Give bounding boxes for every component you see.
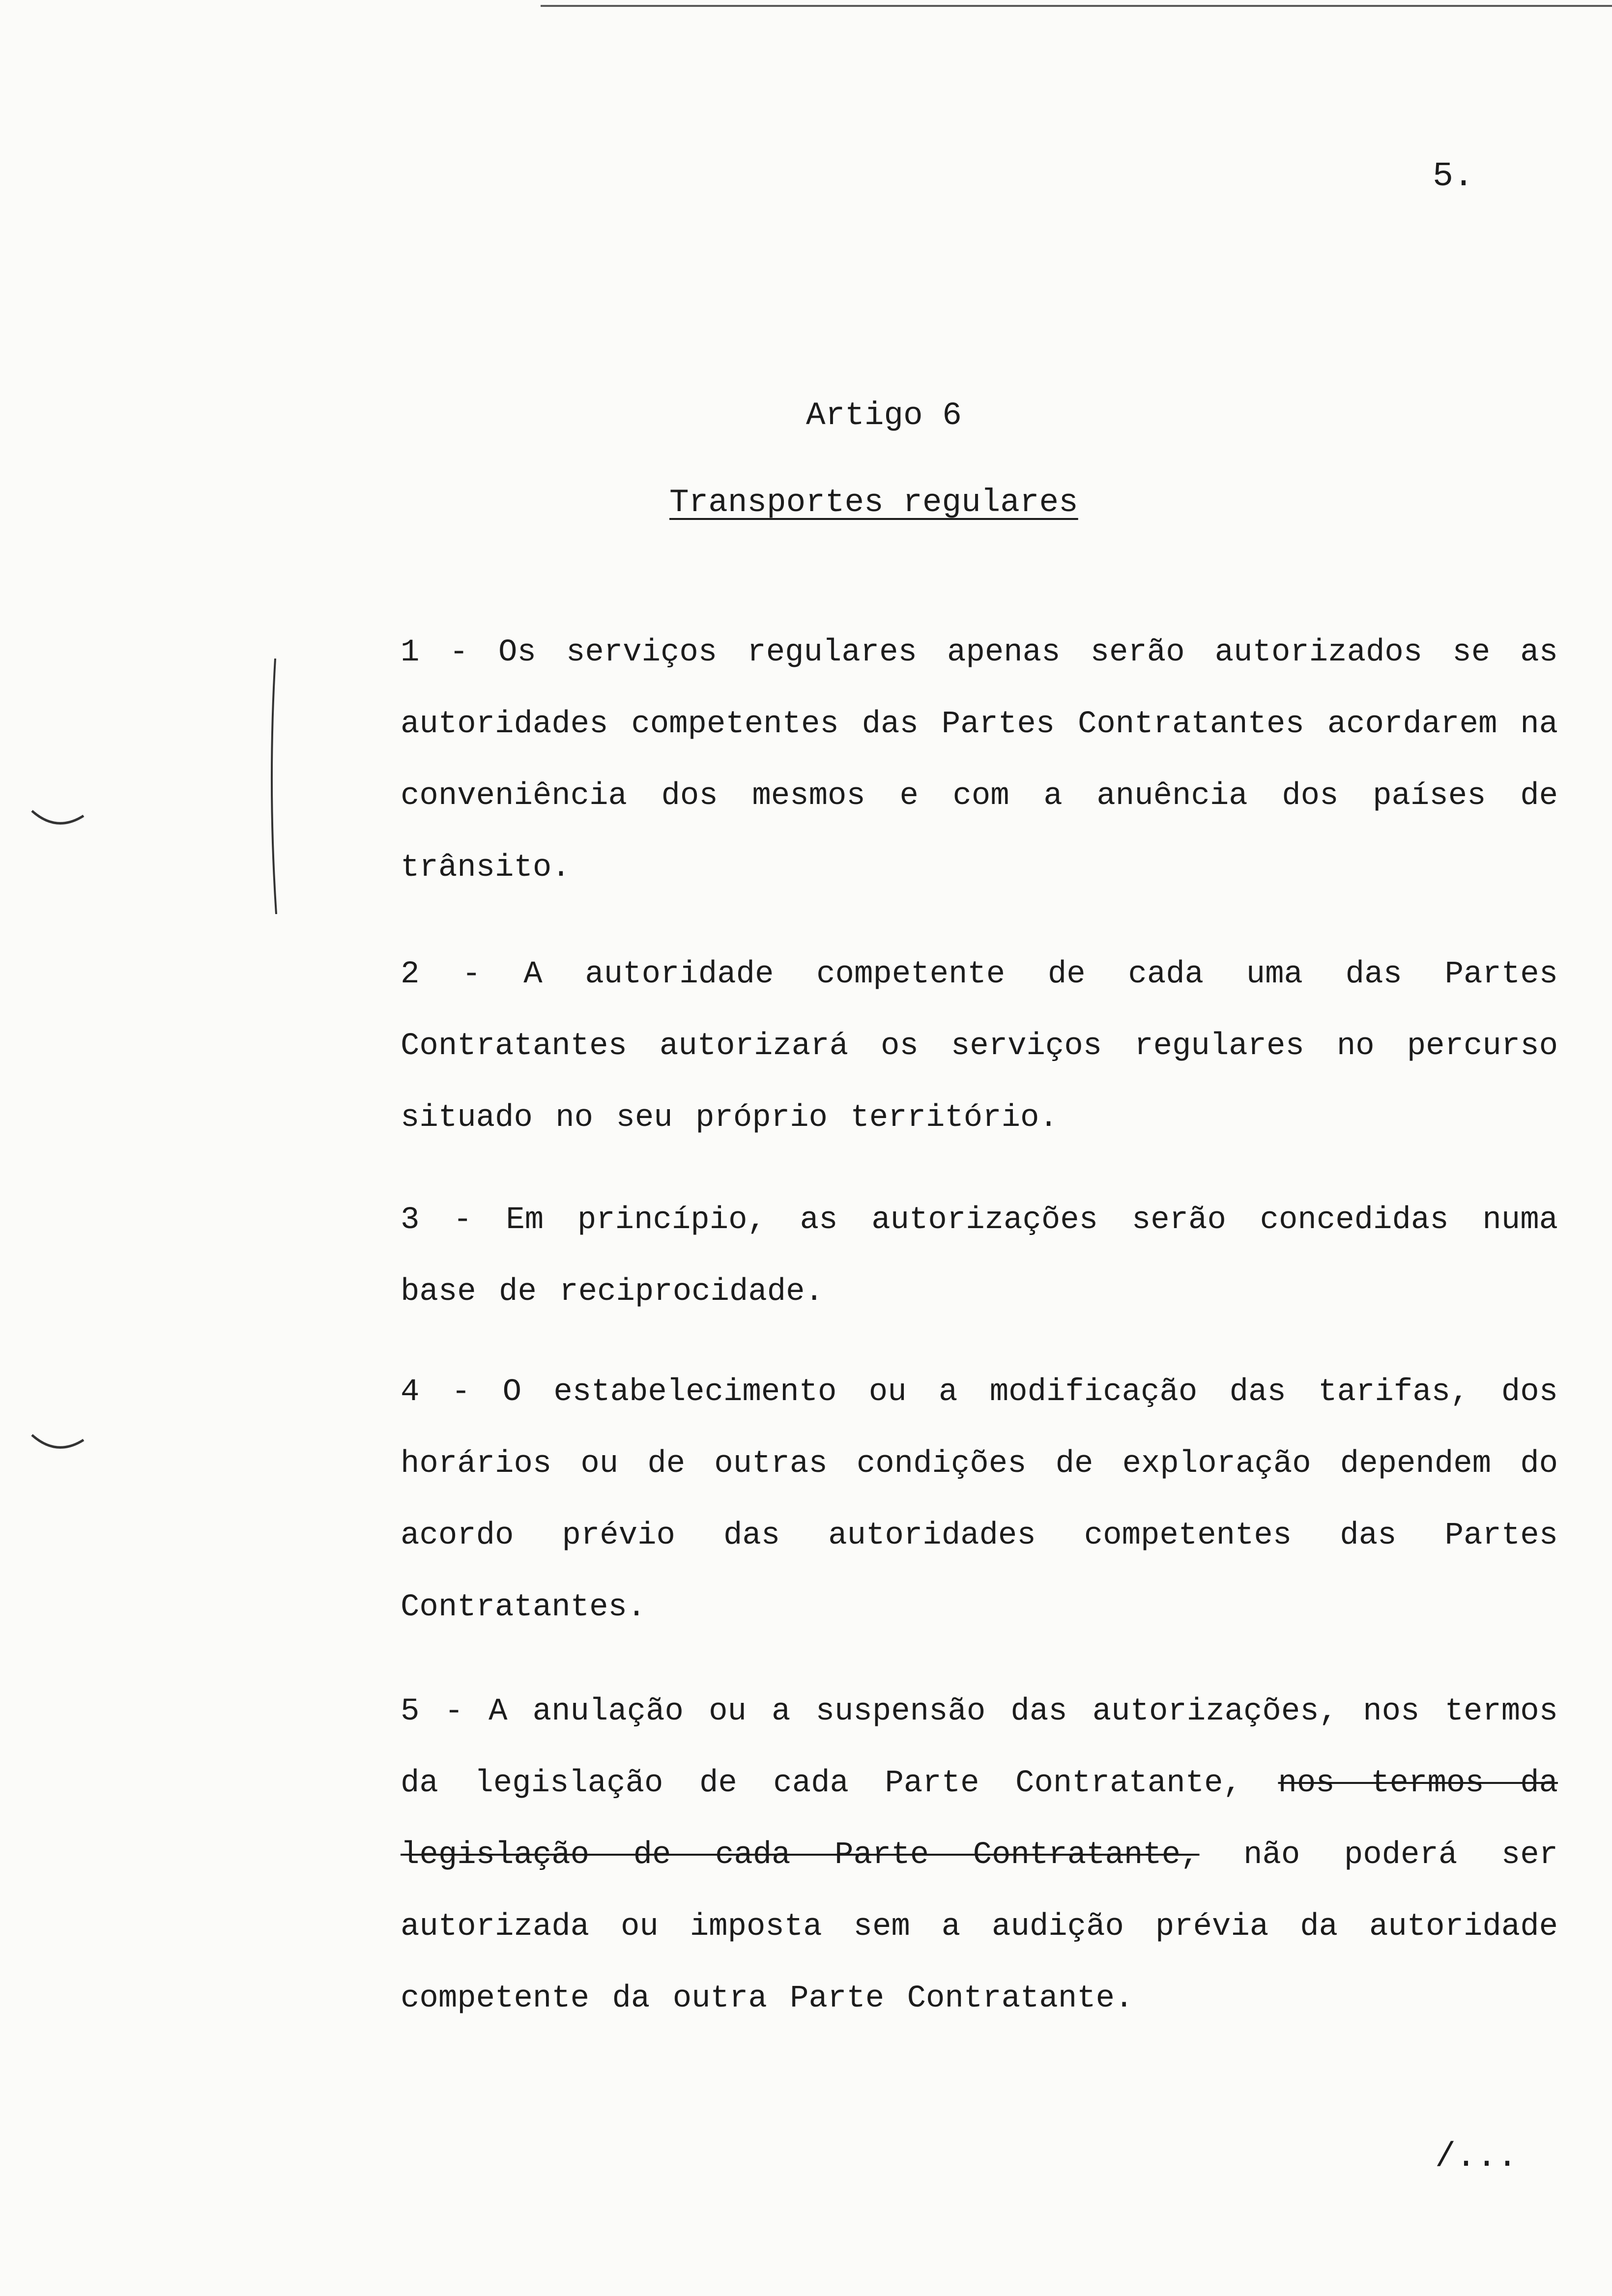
continuation-mark: /... bbox=[1435, 2138, 1518, 2177]
hole-punch-mark bbox=[29, 806, 88, 835]
paragraph-number: 1 - bbox=[401, 635, 468, 670]
page-number: 5. bbox=[1433, 157, 1474, 196]
paragraph-5 bbox=[310, 1676, 1558, 2035]
paragraph-1 bbox=[310, 617, 1558, 904]
paragraph-number: 5 - bbox=[401, 1694, 463, 1729]
struck-text: nos termos da legislação de cada Parte Contratante, bbox=[401, 1766, 1558, 1873]
paragraph-2 bbox=[310, 939, 1558, 1154]
paragraph-text: A anulação ou a suspensão das autorizações, nos termos da legislação de cada Parte Contratante, bbox=[401, 1694, 1558, 1801]
paragraph-number: 4 - bbox=[401, 1375, 471, 1410]
paragraph-number: 3 - bbox=[401, 1203, 472, 1238]
article-heading: Artigo 6 bbox=[806, 397, 962, 434]
top-rule bbox=[541, 5, 1612, 7]
paragraph-number: 2 - bbox=[401, 957, 481, 992]
margin-line bbox=[265, 659, 280, 914]
paragraph-3 bbox=[310, 1184, 1558, 1328]
paragraph-text-continued: não poderá ser autorizada ou imposta sem a audição prévia da autoridade competente da outra Parte Contratante. bbox=[401, 1837, 1558, 2016]
paragraph-text: Os serviços regulares apenas serão autorizados se as autoridades competentes das Partes Contratantes acordarem na conveniência dos mesmos e com a anuência dos países de trânsito. bbox=[401, 635, 1558, 886]
hole-punch-mark bbox=[29, 1430, 88, 1460]
paragraph-text: O estabelecimento ou a modificação das tarifas, dos horários ou de outras condições de exploração dependem do acordo prévio das autoridades competentes das Partes Contratantes. bbox=[401, 1375, 1558, 1625]
paragraph-4 bbox=[310, 1356, 1558, 1643]
paragraph-text: A autoridade competente de cada uma das Partes Contratantes autorizará os serviços regulares no percurso situado no seu próprio território. bbox=[401, 957, 1558, 1136]
article-subheading: Transportes regulares bbox=[669, 484, 1078, 521]
paragraph-text: Em princípio, as autorizações serão concedidas numa base de reciprocidade. bbox=[401, 1203, 1558, 1310]
